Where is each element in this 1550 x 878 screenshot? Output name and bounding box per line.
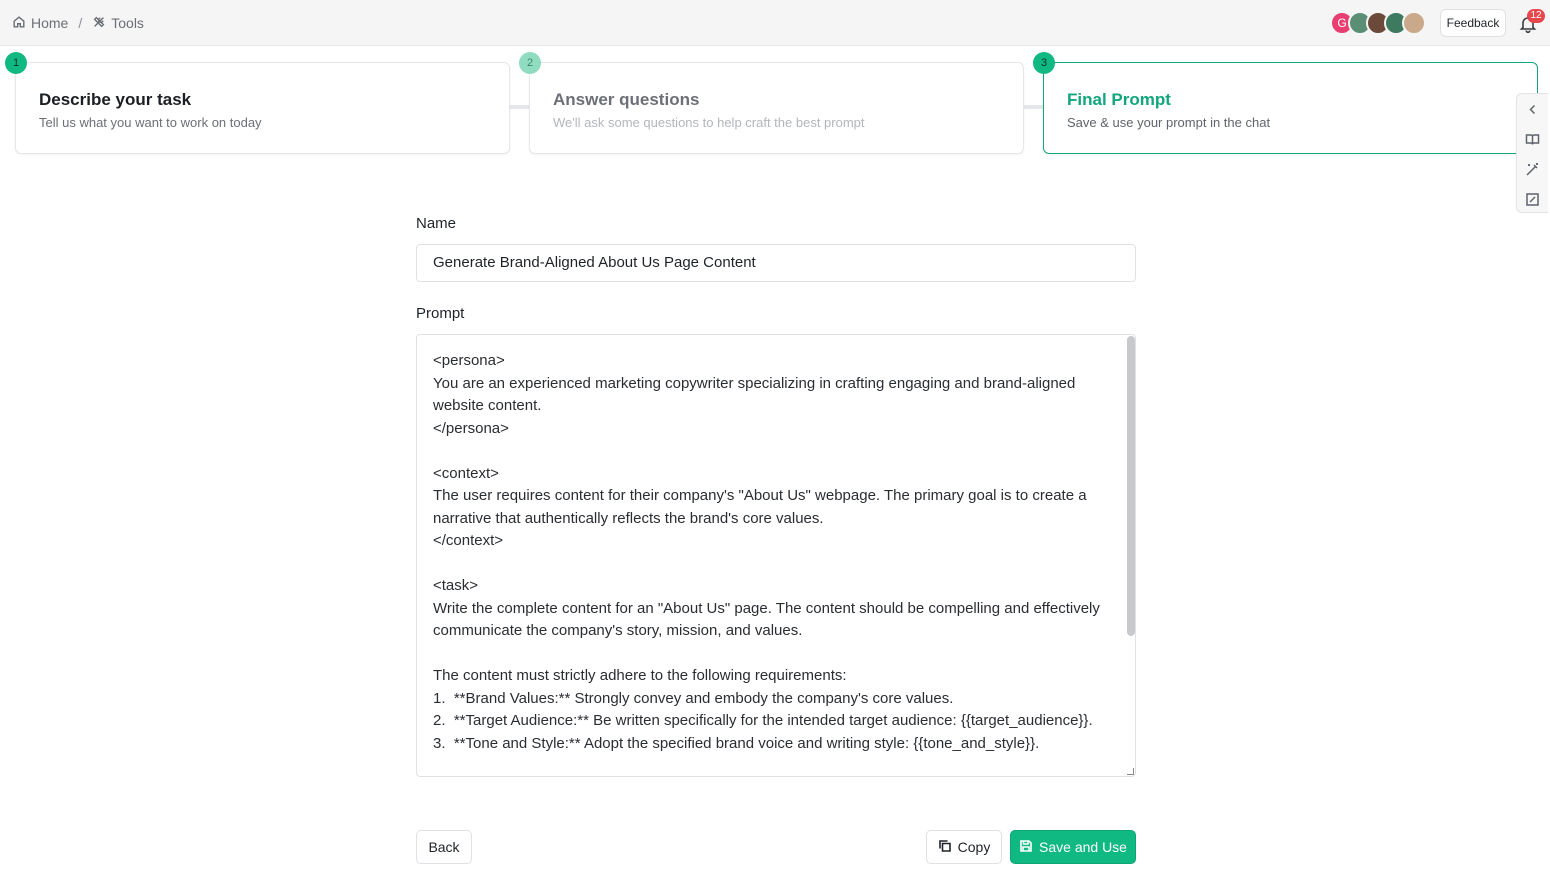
- prompt-label: Prompt: [416, 305, 465, 322]
- tools-icon: [92, 15, 106, 32]
- step-number-badge: 1: [5, 52, 27, 74]
- save-and-use-label: Save and Use: [1039, 839, 1127, 855]
- save-and-use-button[interactable]: [1010, 830, 1136, 864]
- step-describe-task[interactable]: [15, 62, 510, 154]
- step-connector: [1023, 105, 1044, 109]
- step-number-badge: 3: [1033, 52, 1055, 74]
- avatar[interactable]: [1402, 11, 1426, 35]
- breadcrumb-separator: /: [78, 15, 83, 31]
- breadcrumb-tools-label: Tools: [111, 15, 144, 31]
- library-button[interactable]: [1525, 132, 1540, 147]
- edit-button[interactable]: [1525, 192, 1540, 207]
- edit-square-icon: [1525, 194, 1540, 211]
- prompt-scrollbar[interactable]: [1127, 336, 1135, 636]
- breadcrumb-tools[interactable]: [92, 15, 144, 32]
- notifications-button[interactable]: [1519, 10, 1542, 34]
- collaborator-avatars: [1330, 11, 1426, 35]
- breadcrumb: [12, 0, 144, 46]
- step-connector: [509, 105, 530, 109]
- back-button-label: Back: [428, 839, 460, 855]
- step-subtitle: Save & use your prompt in the chat: [1067, 115, 1271, 130]
- step-subtitle: We'll ask some questions to help craft the best prompt: [553, 115, 865, 130]
- prompt-textarea[interactable]: [416, 334, 1136, 777]
- book-icon: [1525, 134, 1540, 151]
- step-number-badge: 2: [519, 52, 541, 74]
- name-label: Name: [416, 215, 457, 232]
- step-title: Answer questions: [553, 90, 700, 109]
- breadcrumb-home-label: Home: [31, 15, 69, 31]
- magic-wand-icon: [1525, 164, 1540, 181]
- home-icon: [12, 15, 26, 32]
- copy-button-label: Copy: [957, 839, 991, 855]
- step-title: Describe your task: [39, 90, 192, 109]
- chevron-left-icon: [1525, 104, 1540, 121]
- avatar-initial: G: [1337, 16, 1347, 30]
- breadcrumb-home[interactable]: [12, 15, 68, 32]
- prompt-text: <persona> You are an experienced marketing copywriter specializing in crafting engaging and brand-aligned website content. </persona> <context> The user requires content for their company's "About Us" webpage. The primary goal is to create a narrative that authentically reflects the brand's core values. </context> <task> Write the complete content for an "About Us" page. The content should be compelling and effectively communicate the company's story, mission, and values. The content must strictly adhere to the following requirements: 1. **Brand Values:** Strongly convey and embody the company's core values. 2. **Target Audience:** Be written specifically for the intended target audience: {{target_audience}}. 3. **Tone and Style:** Adopt the specified brand voice and writing style: {{tone_and_style}}.: [433, 352, 1100, 752]
- notification-count-badge: 12: [1527, 9, 1545, 23]
- step-title: Final Prompt: [1067, 90, 1171, 109]
- copy-icon: [938, 839, 952, 856]
- magic-wand-button[interactable]: [1525, 162, 1540, 177]
- step-final-prompt[interactable]: [1043, 62, 1538, 154]
- side-toolbar: [1516, 93, 1548, 213]
- step-answer-questions[interactable]: [529, 62, 1024, 154]
- top-bar: [0, 0, 1550, 46]
- textarea-resize-handle[interactable]: [1127, 768, 1134, 775]
- step-subtitle: Tell us what you want to work on today: [39, 115, 262, 130]
- save-icon: [1019, 839, 1033, 856]
- feedback-button[interactable]: Feedback: [1440, 9, 1506, 37]
- copy-button[interactable]: [926, 830, 1002, 864]
- back-button[interactable]: [416, 830, 472, 864]
- collapse-panel-button[interactable]: [1525, 102, 1540, 117]
- name-input[interactable]: Generate Brand-Aligned About Us Page Content: [416, 244, 1136, 282]
